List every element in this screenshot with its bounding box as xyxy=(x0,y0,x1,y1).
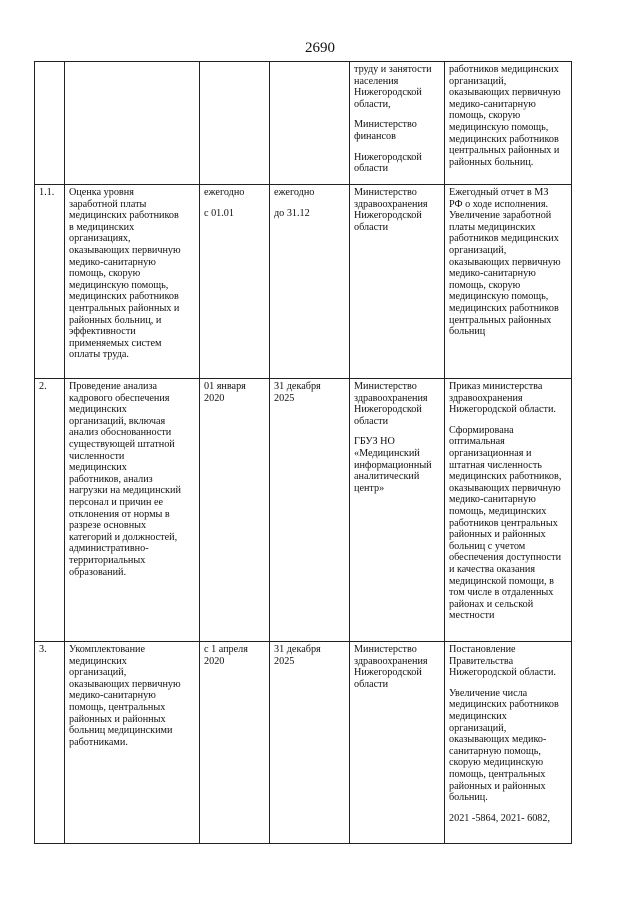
cell-result xyxy=(445,62,572,185)
cell-result-text: Сформирована оптимальная организационная и штатная численность медицинских работников, оказывающих первичную медико-санитарную помощь, медицинских работников центральных районных и районных больниц с учетом обеспечения доступности и качества оказания медицинской помощи, в том числе в отдаленных районах и сельской местности xyxy=(449,424,562,622)
cell-end-date-text: 31 декабря 2025 xyxy=(274,644,321,667)
cell-start-date-text: 01 января 2020 xyxy=(204,381,246,404)
cell-responsible-text: ГБУЗ НО «Медицинский информационный аналитический центр» xyxy=(354,436,432,494)
cell-result xyxy=(445,642,572,844)
cell-start-date xyxy=(200,642,270,844)
table-row xyxy=(35,379,572,642)
cell-result-text: работников медицинских организаций, оказывающих первичную медико-санитарную помощь, скорую медицинскую помощь, медицинских работников центральных районных и районных больниц. xyxy=(449,64,561,168)
cell-activity-text: Укомплектование медицинских организаций, оказывающих первичную медико-санитарную помощь, центральных районных и районных больниц медицинскими работниками. xyxy=(69,644,181,748)
cell-activity xyxy=(65,379,200,642)
cell-result-text: Ежегодный отчет в МЗ РФ о ходе исполнения. Увеличение заработной платы медицинских работников медицинских организаций, оказывающих первичную медико-санитарную помощь, скорую медицинскую помощь, медицинских работников центральных районных больниц xyxy=(449,187,561,338)
cell-result-text: Приказ министерства здравоохранения Нижегородской области. xyxy=(449,381,556,416)
cell-responsible-text: Министерство здравоохранения Нижегородской области xyxy=(354,644,428,690)
cell-responsible-text: Министерство здравоохранения Нижегородской области xyxy=(354,381,428,427)
cell-end-date xyxy=(270,642,350,844)
cell-responsible-text: Министерство финансов xyxy=(354,119,417,142)
cell-number-text: 3. xyxy=(39,644,47,655)
table-row xyxy=(35,62,572,185)
cell-start-date-text: с 01.01 xyxy=(204,207,234,219)
cell-responsible xyxy=(350,185,445,379)
cell-result-text: Увеличение числа медицинских работников медицинских организаций, оказывающих медико- санитарную помощь, скорую медицинскую помощь, центральных районных и районных больниц. xyxy=(449,687,559,804)
cell-result-text: 2021 -5864, 2021- 6082, xyxy=(449,812,551,824)
cell-start-date xyxy=(200,62,270,185)
table-row xyxy=(35,642,572,844)
cell-activity-text: Проведение анализа кадрового обеспечения медицинских организаций, включая анализ обоснованности существующей штатной численности медицинских работников, анализ нагрузки на медицинский персонал и причин ее отклонения от нормы в разрезе основных категорий и должностей, административно- территориальных образований. xyxy=(69,381,181,578)
cell-number xyxy=(35,185,65,379)
cell-number xyxy=(35,642,65,844)
cell-result xyxy=(445,185,572,379)
cell-number xyxy=(35,379,65,642)
cell-result xyxy=(445,379,572,642)
cell-end-date-text: 31 декабря 2025 xyxy=(274,381,321,404)
cell-result-text: Постановление Правительства Нижегородской области. xyxy=(449,644,556,679)
cell-activity xyxy=(65,642,200,844)
cell-end-date xyxy=(270,185,350,379)
cell-activity-text: Оценка уровня заработной платы медицинских работников в медицинских организациях, оказывающих первичную медико-санитарную помощь, скорую медицинскую помощь, медицинских работников центральных районных и районных больниц, и эффективности применяемых систем оплаты труда. xyxy=(69,187,181,361)
cell-number-text: 2. xyxy=(39,381,47,392)
cell-start-date-text: с 1 апреля 2020 xyxy=(204,644,248,667)
cell-end-date xyxy=(270,379,350,642)
cell-activity xyxy=(65,185,200,379)
cell-end-date xyxy=(270,62,350,185)
cell-end-date-text: до 31.12 xyxy=(274,207,310,219)
cell-start-date-text: ежегодно xyxy=(204,187,245,198)
measures-table xyxy=(34,61,572,844)
cell-responsible xyxy=(350,379,445,642)
cell-end-date-text: ежегодно xyxy=(274,187,315,198)
cell-start-date xyxy=(200,379,270,642)
cell-responsible-text: Министерство здравоохранения Нижегородской области xyxy=(354,187,428,233)
cell-responsible xyxy=(350,62,445,185)
table-row xyxy=(35,185,572,379)
cell-responsible-text: Нижегородской области xyxy=(354,151,422,175)
cell-responsible xyxy=(350,642,445,844)
cell-number-text: 1.1. xyxy=(39,187,55,198)
cell-activity xyxy=(65,62,200,185)
cell-start-date xyxy=(200,185,270,379)
page-number: 2690 xyxy=(305,40,335,56)
cell-responsible-text: труду и занятости населения Нижегородской области, xyxy=(354,64,432,110)
cell-number xyxy=(35,62,65,185)
